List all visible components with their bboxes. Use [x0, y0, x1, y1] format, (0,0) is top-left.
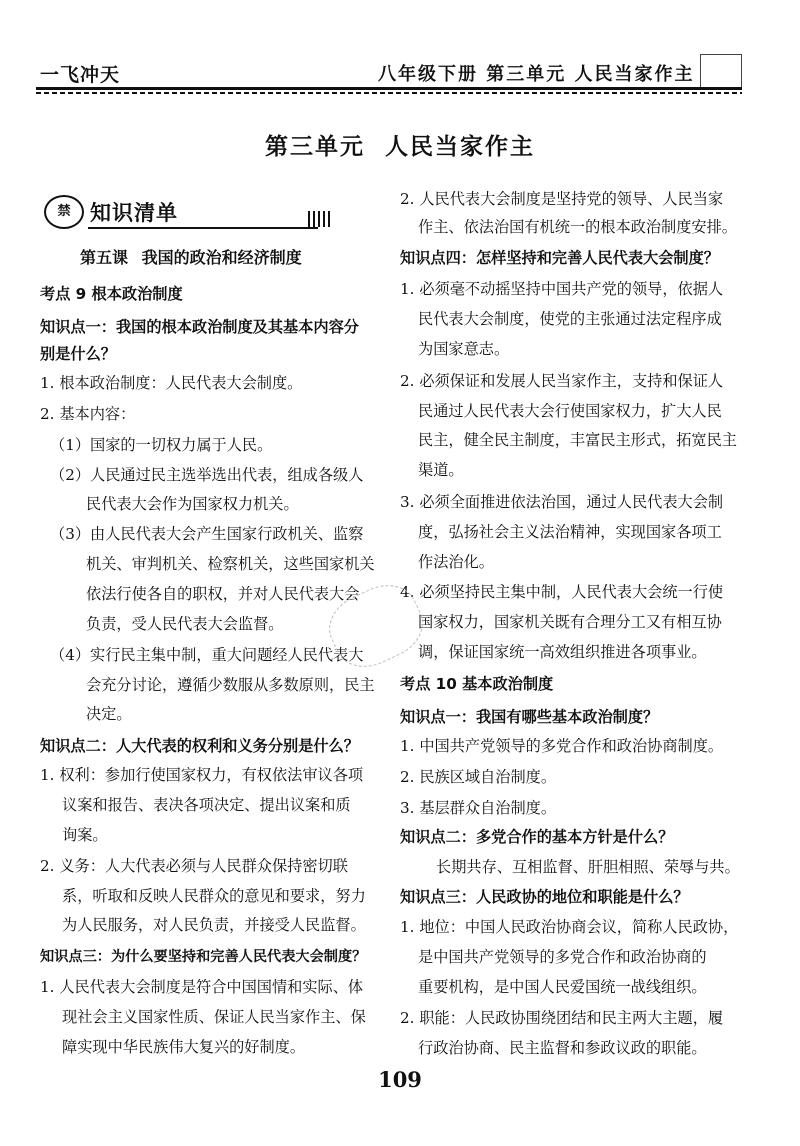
header-rule	[36, 87, 742, 90]
section-badge-label: 知识清单	[90, 201, 178, 225]
text-line: 2. 职能：人民政协围绕团结和民主两大主题，履	[400, 1009, 724, 1027]
text-line: （3）由人民代表大会产生国家行政机关、监察	[50, 525, 364, 543]
text-line: 民代表大会制度，使党的主张通过法定程序成	[418, 310, 722, 328]
corner-ornament	[700, 54, 742, 87]
knowledge-point-heading: 知识点一：我国有哪些基本政治制度？	[400, 708, 659, 726]
text-line: 现社会主义国家性质、保证人民当家作主、保	[62, 1008, 366, 1026]
text-line: 2. 必须保证和发展人民当家作主，支持和保证人	[400, 372, 724, 390]
exam-point-heading: 考点 9 根本政治制度	[40, 285, 183, 303]
text-line: 障实现中华民族伟大复兴的好制度。	[62, 1038, 305, 1056]
text-line: 渠道。	[418, 461, 464, 479]
text-line: （2）人民通过民主选举选出代表，组成各级人	[50, 466, 364, 484]
breadcrumb: 八年级下册 第三单元 人民当家作主	[378, 64, 695, 85]
text-line: 度，弘扬社会主义法治精神，实现国家各项工	[418, 523, 722, 541]
text-line: 民主，健全民主制度，丰富民主形式，拓宽民主	[418, 431, 737, 449]
text-line: 是中国共产党领导的多党合作和政治协商的	[418, 948, 707, 966]
text-line: 民通过人民代表大会行使国家权力，扩大人民	[418, 402, 722, 420]
text-line: 会充分讨论，遵循少数服从多数原则，民主	[86, 676, 375, 694]
text-line: 依法行使各自的职权，并对人民代表大会	[86, 585, 360, 603]
text-line: 1. 权利：参加行使国家权力，有权依法审议各项	[40, 766, 364, 784]
text-line: 2. 义务：人大代表必须与人民群众保持密切联	[40, 857, 348, 875]
header-rule-dashed	[36, 92, 742, 94]
text-line: 民代表大会作为国家权力机关。	[86, 495, 299, 513]
text-line: 3. 基层群众自治制度。	[400, 799, 557, 817]
badge-ticks	[308, 211, 330, 227]
text-line: 2. 基本内容：	[40, 405, 136, 423]
knowledge-point-heading: 知识点一：我国的根本政治制度及其基本内容分	[40, 318, 359, 336]
text-line: 调，保证国家统一高效组织推进各项事业。	[418, 643, 707, 661]
text-line: （1）国家的一切权力属于人民。	[50, 436, 273, 454]
exam-point-heading: 考点 10 基本政治制度	[400, 675, 554, 693]
knowledge-point-heading-cont: 别是什么？	[40, 345, 116, 363]
text-line: 系，听取和反映人民群众的意见和要求，努力	[62, 887, 366, 905]
text-line: 负责，受人民代表大会监督。	[86, 615, 284, 633]
text-line: 2. 民族区域自治制度。	[400, 768, 557, 786]
text-line: 机关、审判机关、检察机关，这些国家机关	[86, 555, 375, 573]
text-line: 1. 根本政治制度：人民代表大会制度。	[40, 374, 303, 392]
unit-title: 第三单元 人民当家作主	[264, 134, 535, 160]
text-line: 2. 人民代表大会制度是坚持党的领导、人民当家	[400, 190, 724, 208]
badge-icon: 禁	[44, 195, 84, 229]
text-line: 1. 必须毫不动摇坚持中国共产党的领导，依据人	[400, 280, 724, 298]
knowledge-point-heading: 知识点四：怎样坚持和完善人民代表大会制度？	[400, 249, 719, 267]
text-line: 1. 地位：中国人民政治协商会议，简称人民政协，	[400, 918, 739, 936]
lesson-title: 第五课 我国的政治和经济制度	[80, 248, 302, 267]
series-logo: 一飞冲天	[40, 64, 121, 86]
text-line: 行政治协商、民主监督和参政议政的职能。	[418, 1039, 707, 1057]
text-line: 重要机构，是中国人民爱国统一战线组织。	[418, 978, 707, 996]
text-line: （4）实行民主集中制，重大问题经人民代表大	[50, 646, 364, 664]
text-line: 4. 必须坚持民主集中制，人民代表大会统一行使	[400, 583, 724, 601]
text-line: 3. 必须全面推进依法治国，通过人民代表大会制	[400, 493, 724, 511]
text-line: 作法治化。	[418, 553, 494, 571]
knowledge-point-heading: 知识点二：多党合作的基本方针是什么？	[400, 828, 674, 846]
text-line: 询案。	[62, 826, 108, 844]
badge-underline	[88, 227, 318, 229]
text-line: 国家权力，国家机关既有合理分工又有相互协	[418, 613, 722, 631]
knowledge-point-heading: 知识点二：人大代表的权利和义务分别是什么？	[40, 737, 359, 755]
knowledge-point-heading: 知识点三：为什么要坚持和完善人民代表大会制度？	[40, 949, 367, 965]
text-line: 1. 人民代表大会制度是符合中国国情和实际、体	[40, 978, 364, 996]
text-line: 决定。	[86, 705, 132, 723]
text-line: 议案和报告、表决各项决定、提出议案和质	[62, 796, 351, 814]
page-number: 109	[378, 1067, 422, 1092]
section-badge	[44, 193, 284, 231]
text-line: 1. 中国共产党领导的多党合作和政治协商制度。	[400, 737, 724, 755]
text-line: 作主、依法治国有机统一的根本政治制度安排。	[418, 218, 737, 236]
knowledge-point-heading: 知识点三：人民政协的地位和职能是什么？	[400, 888, 689, 906]
text-line: 长期共存、互相监督、肝胆相照、荣辱与共。	[436, 858, 740, 876]
text-line: 为人民服务，对人民负责，并接受人民监督。	[62, 916, 366, 934]
text-line: 为国家意志。	[418, 340, 510, 358]
